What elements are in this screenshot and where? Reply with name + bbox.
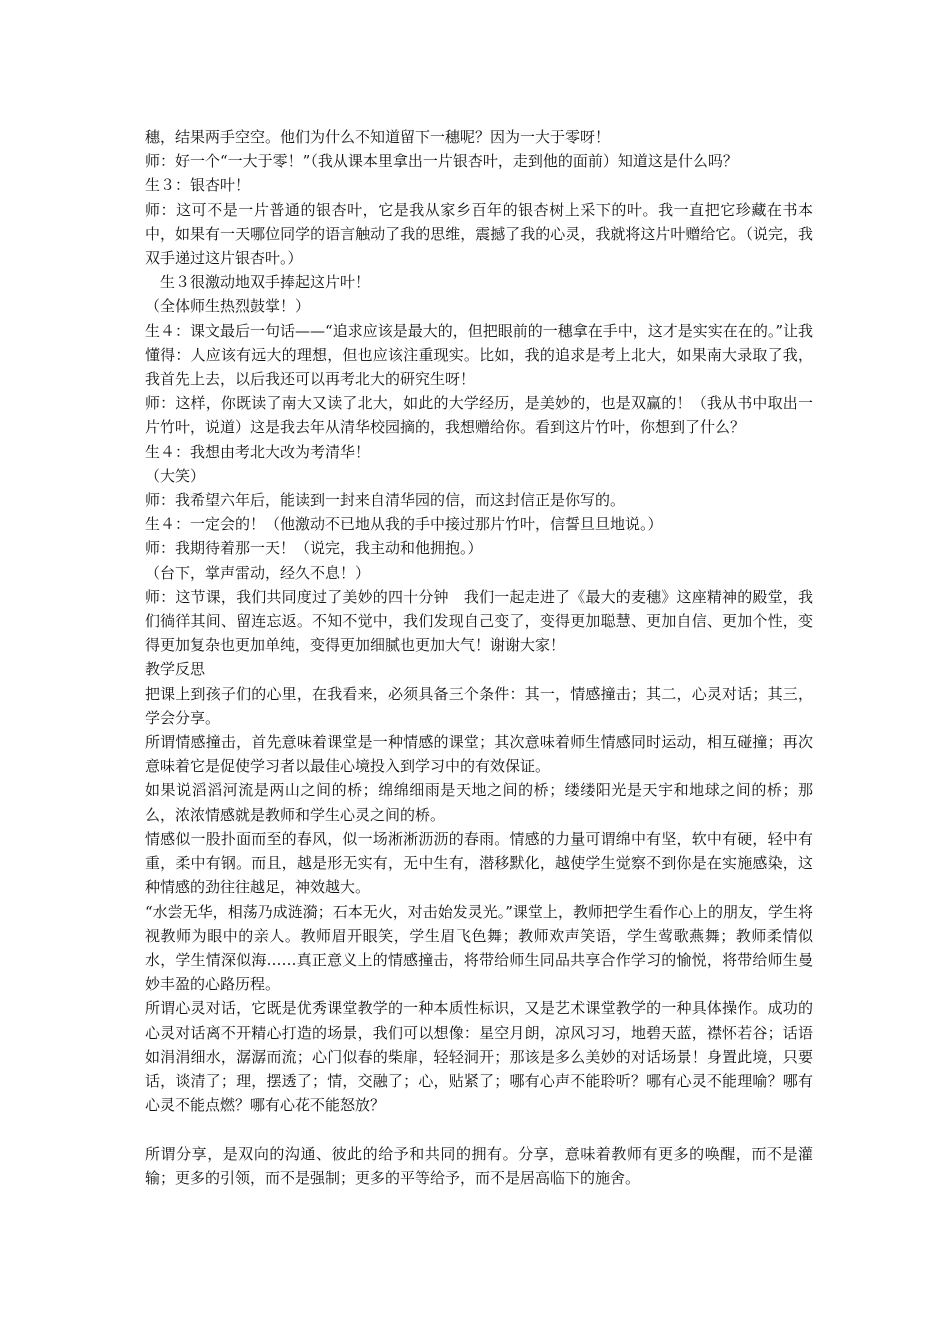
- paragraph-student3-reply: 生３：银杏叶！: [145, 176, 251, 195]
- document-body: [145, 125, 813, 1190]
- paragraph-teacher-hug: 师：我期待着那一天！（说完，我主动和他拥抱。）: [145, 539, 483, 558]
- paragraph-bridge-metaphor: 如果说滔滔河流是两山之间的桥；绵绵细雨是天地之间的桥；缕缕阳光是天宇和地球之间的桥；那么，浓浓情感就是教师和学生心灵之间的桥。: [145, 781, 813, 824]
- paragraph-student4-promise: 生４：一定会的！（他激动不已地从我的手中接过那片竹叶，信誓旦旦地说。）: [145, 515, 663, 534]
- paragraph-student4-tsinghua: 生４：我想由考北大改为考清华！: [145, 442, 371, 461]
- section-heading-reflection: 教学反思: [145, 660, 206, 679]
- paragraph-soul-dialogue: 所谓心灵对话，它既是优秀课堂教学的一种本质性标识，又是艺术课堂教学的一种具体操作。成功的心灵对话离不开精心打造的场景，我们可以想像：星空月朗，凉风习习，地碧天蓝，襟怀若谷；话语如涓涓细水，潺潺而流；心门似春的柴扉，轻轻洞开；那该是多么美妙的对话场景！身置此境，只要话，谈清了；理，摆透了；情，交融了；心，贴紧了；哪有心声不能聆听？哪有心灵不能理喻？哪有心灵不能点燃？哪有心花不能怒放？: [145, 999, 813, 1115]
- paragraph-ripples-quote: “水尝无华，相荡乃成涟漪；石本无火，对击始发灵光。”课堂上，教师把学生看作心上的朋友，学生将视教师为眼中的亲人。教师眉开眼笑，学生眉飞色舞；教师欢声笑语，学生莺歌燕舞；教师柔情似水，学生情深似海……真正意义上的情感撞击，将带给师生同品共享合作学习的愉悦，将带给师生曼妙丰盈的心路历程。: [145, 902, 813, 994]
- paragraph-laughter: （大笑）: [145, 466, 206, 485]
- paragraph-sharing: 所谓分享，是双向的沟通、彼此的给予和共同的拥有。分享，意味着教师有更多的唤醒，而不是灌输；更多的引领，而不是强制；更多的平等给予，而不是居高临下的施舍。: [145, 1144, 813, 1187]
- paragraph-emotional-impact: 所谓情感撞击，首先意味着课堂是一种情感的课堂；其次意味着师生情感同时运动，相互碰撞；再次意味着它是促使学习者以最佳心境投入到学习中的有效保证。: [145, 733, 813, 776]
- paragraph-ovation: （台下，掌声雷动，经久不息！）: [145, 563, 371, 582]
- paragraph-emotion-spring: 情感似一股扑面而至的春风，似一场淅淅沥沥的春雨。情感的力量可谓绵中有坚，软中有硬，轻中有重，柔中有钢。而且，越是形无实有，无中生有，潜移默化，越使学生觉察不到你是在实施感染，这种情感的劲往往越足，神效越大。: [145, 829, 813, 897]
- paragraph-teacher-bamboo: 师：这样，你既读了南大又读了北大，如此的大学经历，是美妙的，也是双赢的！（我从书中取出一片竹叶，说道）这是我去年从清华校园摘的，我想赠给你。看到这片竹叶，你想到了什么？: [145, 394, 813, 437]
- paragraph-teacher-closing: 师：这节课，我们共同度过了美妙的四十分钟 我们一起走进了《最大的麦穗》这座精神的殿堂，我们徜徉其间、留连忘返。不知不觉中，我们发现自己变了，变得更加聪慧、更加自信、更加个性，变得更加复杂也更加单纯，变得更加细腻也更加大气！谢谢大家！: [145, 587, 813, 655]
- paragraph-student3-receives: 生３很激动地双手捧起这片叶！: [160, 273, 371, 292]
- paragraph-continuation: 穗，结果两手空空。他们为什么不知道留下一穗呢？因为一大于零呀！: [145, 128, 611, 146]
- paragraph-reflection-intro: 把课上到孩子们的心里，在我看来，必须具备三个条件：其一，情感撞击；其二，心灵对话；其三，学会分享。: [145, 684, 813, 727]
- paragraph-teacher-ginkgo: 师：好一个“一大于零！”（我从课本里拿出一片银杏叶，走到他的面前）知道这是什么吗？: [145, 152, 738, 171]
- paragraph-teacher-hope: 师：我希望六年后，能读到一封来自清华园的信，而这封信正是你写的。: [145, 491, 626, 510]
- paragraph-teacher-ginkgo-gift: 师：这可不是一片普通的银杏叶，它是我从家乡百年的银杏树上采下的叶。我一直把它珍藏在书本中，如果有一天哪位同学的语言触动了我的思维，震撼了我的心灵，我就将这片叶赠给它。（说完，我双手递过这片银杏叶。）: [145, 200, 813, 268]
- paragraph-student4-speech: 生４：课文最后一句话——“追求应该是最大的，但把眼前的一穗拿在手中，这才是实实在在的。”让我懂得：人应该有远大的理想，但也应该注重现实。比如，我的追求是考上北大，如果南大录取了我，我首先上去，以后我还可以再考北大的研究生呀！: [145, 321, 813, 389]
- blank-line: [145, 1117, 813, 1141]
- paragraph-applause: （全体师生热烈鼓掌！）: [145, 297, 311, 316]
